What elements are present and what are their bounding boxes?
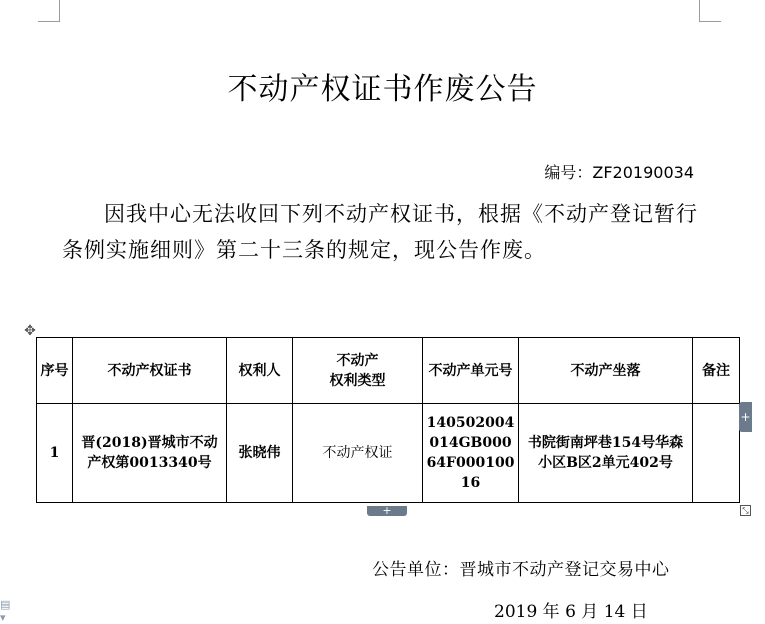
layout-options-icon[interactable]: ▤ ▾ bbox=[0, 598, 11, 624]
cell-unit: 140502004014GB00064F00010016 bbox=[423, 404, 519, 503]
table-move-handle-icon[interactable]: ✥ bbox=[24, 323, 36, 339]
cell-seq: 1 bbox=[37, 404, 73, 503]
add-column-button[interactable]: + bbox=[367, 506, 407, 516]
document-number: 编号：ZF20190034 bbox=[544, 163, 694, 182]
header-type-line2: 权利类型 bbox=[329, 372, 386, 389]
header-remark: 备注 bbox=[693, 338, 740, 404]
header-holder: 权利人 bbox=[227, 338, 293, 404]
table-row bbox=[37, 404, 740, 503]
add-row-button[interactable]: + bbox=[739, 402, 752, 432]
notice-paragraph: 因我中心无法收回下列不动产权证书，根据《不动产登记暂行条例实施细则》第二十三条的规定，现公告作废。 bbox=[62, 202, 698, 262]
document-title: 不动产权证书作废公告 bbox=[227, 72, 538, 107]
table-header-row bbox=[37, 338, 740, 404]
cell-type: 不动产权证 bbox=[293, 404, 423, 503]
crop-mark-top-left bbox=[59, 0, 60, 22]
crop-mark-top-left-horizontal bbox=[38, 21, 59, 22]
header-location: 不动产坐落 bbox=[519, 338, 693, 404]
header-cert: 不动产权证书 bbox=[73, 338, 227, 404]
cell-cert: 晋(2018)晋城市不动产权第0013340号 bbox=[73, 404, 227, 503]
header-unit: 不动产单元号 bbox=[423, 338, 519, 404]
header-type bbox=[293, 338, 423, 404]
crop-mark-top-right bbox=[699, 0, 700, 22]
table-resize-handle-icon[interactable]: ⤡ bbox=[740, 505, 751, 516]
issue-date: 2019 年 6 月 14 日 bbox=[494, 602, 648, 622]
issuer-line: 公告单位：晋城市不动产登记交易中心 bbox=[372, 560, 670, 580]
cell-holder: 张晓伟 bbox=[227, 404, 293, 503]
cell-remark bbox=[693, 404, 740, 503]
crop-mark-top-right-horizontal bbox=[699, 21, 721, 22]
header-type-line1: 不动产 bbox=[336, 352, 379, 369]
header-seq: 序号 bbox=[37, 338, 73, 404]
notice-table bbox=[36, 337, 740, 503]
cell-location: 书院街南坪巷154号华森小区B区2单元402号 bbox=[519, 404, 693, 503]
